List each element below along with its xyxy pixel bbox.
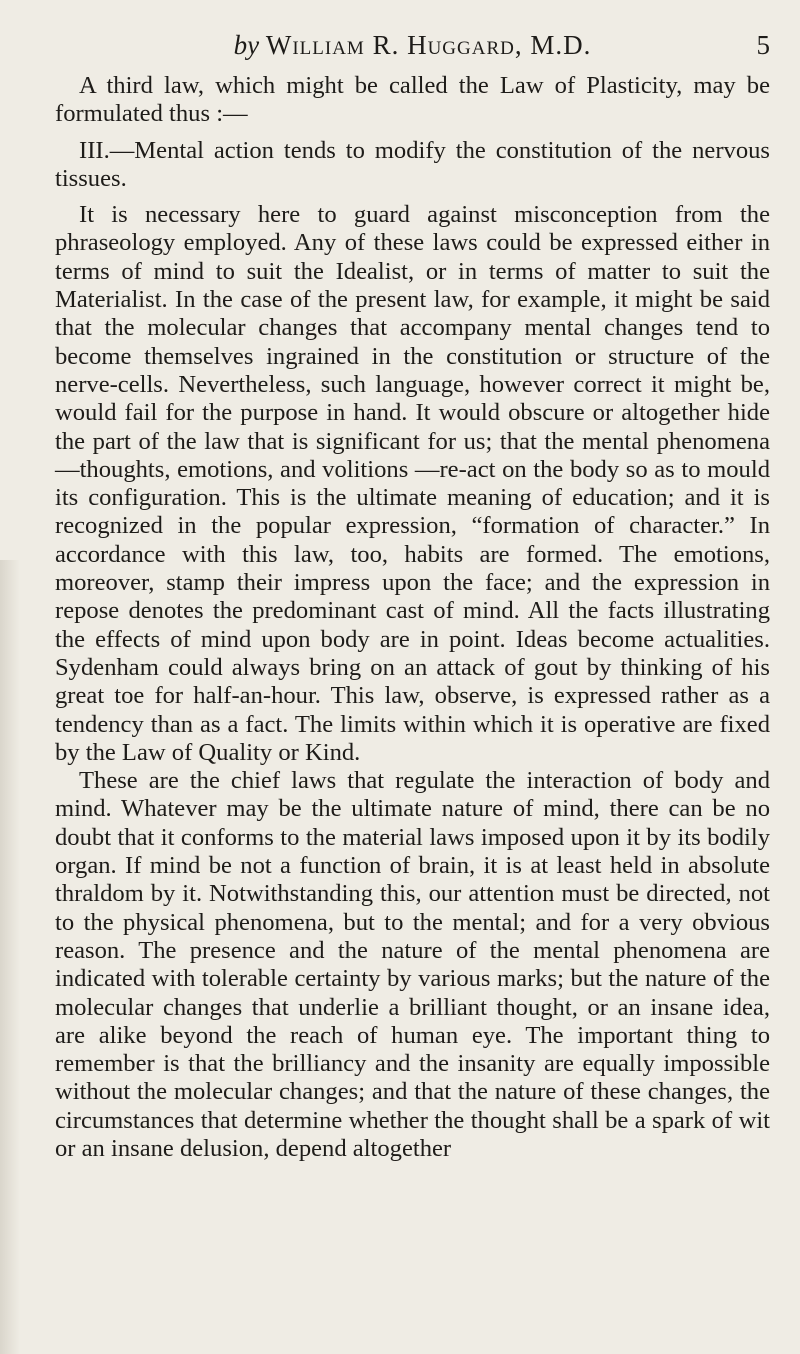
page-number: 5 xyxy=(756,30,770,60)
running-title xyxy=(55,28,770,62)
paragraph-phraseology: It is necessary here to guard against misconception from the phraseology employed. Any of these laws could be expressed either in terms of mind to suit the Idealist, or in terms of matter to suit the Materialist. In the case of the present law, for example, it might be said that the molecular changes that accompany mental changes tend to become themselves ingrained in the constitution or structure of the nerve-cells. Nevertheless, such language, however correct it might be, would fail for the purpose in hand. It would obscure or altogether hide the part of the law that is significant for us; that the mental phenomena—thoughts, emotions, and volitions —re-act on the body so as to mould its configuration. This is the ultimate meaning of education; and it is recognized in the popular expression, “formation of character.” In accordance with this law, too, habits are formed. The emotions, moreover, stamp their impress upon the face; and the expression in repose denotes the predominant cast of mind. All the facts illustrating the effects of mind upon body are in point. Ideas become actualities. Sydenham could always bring on an attack of gout by thinking of his great toe for half-an-hour. This law, observe, is expressed rather as a tendency than as a fact. The limits within which it is operative are fixed by the Law of Quality or Kind. xyxy=(55,201,770,766)
paragraph-intro: A third law, which might be called the Law of Plasticity, may be formulated thus :— xyxy=(55,72,770,128)
running-title-author: William R. Huggard, M.D. xyxy=(265,30,592,60)
paragraph-law-three: III.—Mental action tends to modify the constitution of the nervous tissues. xyxy=(55,136,770,192)
body-text xyxy=(55,72,770,1163)
running-head xyxy=(55,28,770,72)
paragraph-chief-laws: These are the chief laws that regulate the interaction of body and mind. Whatever may be the ultimate nature of mind, there can be no doubt that it conforms to the material laws imposed upon it by its bodily organ. If mind be not a function of brain, it is at least held in absolute thraldom by it. Notwithstanding this, our attention must be directed, not to the physical phenomena, but to the mental; and for a very obvious reason. The presence and the nature of the mental phenomena are indicated with tolerable certainty by various marks; but the nature of the molecular changes that underlie a brilliant thought, or an insane idea, are alike beyond the reach of human eye. The important thing to remember is that the brilliancy and the insanity are equally impossible without the molecular changes; and that the nature of these changes, the circumstances that determine whether the thought shall be a spark of wit or an insane delusion, depend altogether xyxy=(55,767,770,1162)
running-title-by: by xyxy=(233,30,260,60)
